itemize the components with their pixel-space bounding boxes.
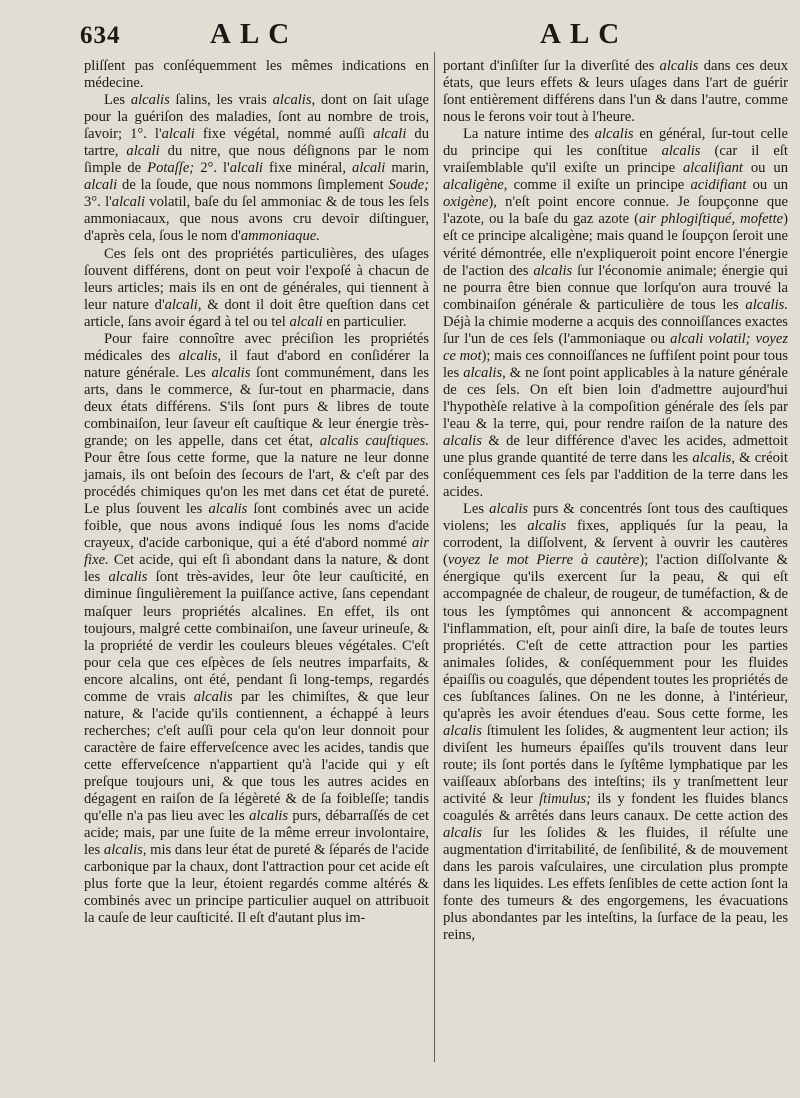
paragraph <box>84 331 429 928</box>
italic-term: alcali <box>373 126 407 143</box>
text-run: , dont on ſait uſage pour la guériſon des maladies, ſont au nombre de trois, ſavoir; 1°. l' <box>84 92 429 143</box>
italic-term: alcalis <box>178 347 218 364</box>
text-run: fixes, appliqués ſur la peau, la corrodent, la diſſolvent, & ſervent à ouvrir les cautères ( <box>443 518 788 569</box>
italic-term: alcali volatil; voyez ce mot <box>443 330 789 364</box>
text-run: & de leur différence d'avec les acides, admettoit une plus grande quantité de terre dans les <box>443 433 788 467</box>
text-run: ), n'eſt point encore connue. Je ſoupçonne que l'azote, ou la baſe du gaz azote ( <box>443 194 788 228</box>
italic-term: oxigène <box>443 194 489 211</box>
text-run: , comme il exiſte un principe <box>503 177 691 194</box>
text-run: , & dont il doit être queſtion dans cet article, ſans avoir égard à tel ou tel <box>84 296 430 330</box>
italic-term: alcalis <box>489 501 529 518</box>
italic-term: alcali <box>84 177 118 194</box>
text-run: 2°. l' <box>194 160 230 177</box>
text-run: , mis dans leur état de pureté & ſéparés de l'acide carbonique par la chaux, dont l'attraction pour cet acide eſt plus forte que la leur, étoient regardés comme altérés & combinés avec un principe particulier auquel on attribuoit la cauſe de leur cauſticité. Il eſt d'autant plus im- <box>84 842 429 927</box>
text-run: dans ces deux états, que leurs effets & leurs uſages dans l'art de guérir ſont entièrement différens dans l'un & dans l'autre, comme nous le ferons voir tout à l'heure. <box>443 58 788 126</box>
italic-term: alcalis <box>443 825 482 842</box>
text-run: du nitre, que nous déſignons par le nom ſimple de <box>84 143 429 177</box>
text-run: La nature intime des <box>463 126 595 143</box>
text-run: , il faut d'abord en conſidérer la nature générale. Les <box>84 347 429 381</box>
text-run: , & ne ſont point applicables à la nature générale de ces ſels. On eſt bien loin d'admettre aujourd'hui l'hypothèſe relative à la compoſition générale des ſels par l'eau & la terre, qui, pour rendre raiſon de la nature des <box>443 364 788 432</box>
italic-term: air phlogiſtiqué, mofette <box>638 211 784 228</box>
italic-term: Soude; <box>388 177 429 194</box>
italic-term: alcali <box>164 296 198 313</box>
italic-term: alcalis <box>249 808 289 825</box>
italic-term: alcalis <box>659 58 699 74</box>
italic-term: alcalis <box>463 364 503 381</box>
text-run: Pour faire connoître avec préciſion les propriétés médicales des <box>84 330 429 364</box>
paragraph <box>84 246 429 331</box>
italic-term: alcalis <box>692 450 732 467</box>
italic-term: alcalis <box>527 518 567 535</box>
text-run: purs & concentrés ſont tous des cauſtiques violens; les <box>443 501 788 535</box>
text-run: 3°. l' <box>84 194 112 211</box>
italic-term: alcalis <box>211 364 251 381</box>
italic-term: alcalis <box>443 433 482 450</box>
italic-term: alcalis <box>594 126 634 143</box>
text-run: de la ſoude, que nous nommons ſimplement <box>117 177 389 194</box>
text-run: ou un <box>746 177 789 194</box>
paragraph <box>84 92 429 245</box>
italic-term: alcalis <box>108 569 148 586</box>
text-run: fixe végétal, nommé auſſi <box>194 126 374 143</box>
text-run: fixe minéral, <box>262 160 353 177</box>
text-run: ) eſt ce principe alcaligène; mais quand le ſoupçon ſeroit une vérité démontrée, elle n'expliqueroit point encore l'énergie de l'action des <box>443 211 789 279</box>
italic-term: ammoniaque. <box>240 228 320 245</box>
text-run: ); mais ces connoiſſances ne ſuffiſent point pour tous les <box>443 347 789 381</box>
italic-term: alcalis <box>103 842 143 859</box>
italic-term: air fixe. <box>84 535 429 569</box>
italic-term: alcali <box>229 160 263 177</box>
text-run: Les <box>104 92 131 109</box>
right-column <box>443 58 788 944</box>
text-run: en particulier. <box>322 313 407 330</box>
italic-term: ſtimulus; <box>539 791 591 808</box>
text-run: ſur les ſolides & les fluides, il réſulte une augmentation d'irritabilité, de ſenſibilité, & de mouvement dans les parois vaſculaires, une circulation plus prompte dans les liquides. Les effets ſenſibles de cette action ſont la fonte des tumeurs & des engorgemens, les évacuations plus abondantes par les inteſtins, la ſurface de la peau, les reins, <box>443 825 788 944</box>
italic-term: voyez le mot Pierre à cautère <box>447 552 640 569</box>
text-run: Déjà la chimie moderne a acquis des connoiſſances exactes ſur l'un de ces ſels (l'ammoniaque ou <box>443 313 788 347</box>
paragraph <box>443 126 788 501</box>
italic-term: alcalis <box>533 262 573 279</box>
left-column <box>84 58 429 927</box>
italic-term: alcalis cauſtiques. <box>319 433 429 450</box>
italic-term: alcalis <box>443 722 482 739</box>
text-run: ſont combinés avec un acide foible, que nous avons indiqué ſous les noms d'acide crayeux, d'acide carbonique, qui a été d'abord nommé <box>84 501 429 552</box>
page-header <box>0 14 800 54</box>
running-head-right: ALC <box>540 18 629 50</box>
running-head-left: ALC <box>210 18 299 50</box>
text-run: ſont communément, dans les arts, dans le commerce, & ſur-tout en pharmacie, dans deux états différens. S'ils ſont purs & libres de toute combinaiſon, leur ſaveur eſt cauſtique & leur énergie très-grande; on les appelle, dans cet état, <box>84 364 429 450</box>
text-run: pliſſent pas conſéquemment les mêmes indications en médecine. <box>84 58 429 92</box>
text-run: purs, débarraſſés de cet acide; mais, par une ſuite de la même erreur involontaire, les <box>84 808 430 859</box>
page-number: 634 <box>80 22 121 49</box>
column-divider <box>434 52 435 1062</box>
italic-term: alcali <box>111 194 146 211</box>
text-run: Les <box>463 501 490 518</box>
italic-term: alcalis <box>208 501 248 518</box>
italic-term: acidifiant <box>690 177 747 194</box>
paragraph <box>443 58 788 126</box>
text-run: Ces ſels ont des propriétés particulières, des uſages ſouvent différens, dont on peut voir l'expoſé à chacun de leurs articles; mais ils en ont de générales, qui tiennent à leur nature d' <box>84 245 429 313</box>
italic-term: Potaſſe; <box>147 160 195 177</box>
text-run: marin, <box>385 160 430 177</box>
text-run: ils y fondent les fluides blancs coagulés & arrêtés dans leurs canaux. De cette action des <box>443 791 788 825</box>
text-run: volatil, baſe du ſel ammoniac & de tous les ſels ammoniacaux, que nous avons cru devoir diſtinguer, d'après cela, ſous le nom d' <box>84 194 430 245</box>
paragraph <box>84 58 429 92</box>
text-run: ſur l'économie animale; énergie qui ne pourra être bien connue que lorſqu'on aura trouvé la combinaiſon générale & particulière de tous les <box>443 262 788 313</box>
italic-term: alcalis <box>272 92 312 109</box>
text-run: ſont très-avides, leur ôte leur cauſticité, en diminue ſingulièrement la puiſſance active, ſans cependant maſquer leurs propriétés alcalines. En effet, ils ont toujours, malgré cette combinaiſon, une ſaveur urineuſe, & la propriété de verdir les couleurs bleues végétales. C'eſt pour cela que ces eſpèces de ſels neutres imparfaits, & encore alcalins, ont été, pendant ſi long-temps, regardés comme de vrais <box>84 569 429 705</box>
italic-term: alcalis <box>661 143 701 160</box>
text-run: ou un <box>742 160 788 177</box>
text-run: ſtimulent les ſolides, & augmentent leur action; ils diviſent les humeurs épaiſſes qu'ils trouvent dans leur route; ils ſont portés dans le ſyſtême lymphatique par les vaiſſeaux abſorbans des inteſtins; ils y tranſmettent leur activité & leur <box>443 722 788 808</box>
italic-term: alcaliſiant <box>682 160 743 177</box>
italic-term: alcali <box>289 313 323 330</box>
text-run: ſalins, les vrais <box>169 92 273 109</box>
text-run: ); l'action diſſolvante & énergique qu'ils exercent ſur la peau, & qui eſt accompagnée de chaleur, de rougeur, de tuméfaction, & de tous les ſymptômes qui annoncent & accompagnent l'inflammation, eſt, pour ainſi dire, la baſe de toutes leurs propriétés. C'eſt de cette attraction pour les parties animales ſolides, & conſéquemment pour les fluides épaiſſis ou coagulés, que dépendent toutes les propriétés de ces ſubſtances ſalines. On ne les donne, à l'intérieur, qu'après les avoir étendues d'eau. Sous cette forme, les <box>443 552 788 722</box>
italic-term: alcali <box>126 143 160 160</box>
text-run: , & créoit conſéquemment ces ſels par l'addition de la terre dans les acides. <box>443 450 788 501</box>
text-run: par les chimiſtes, & que leur nature, & l'acide qu'ils contiennent, a échappé à leurs recherches; c'eſt auſſi pour cela qu'on leur donnoit pour caractère de faire effervеſcence avec les acides, tandis que cette effervеſcence n'appartient qu'à l'acide qui y eſt preſque toujours uni, & que tous les autres acides en dégagent en raiſon de ſa légèreté & de ſa foibleſſe; tandis qu'elle n'a pas lieu avec les <box>84 688 430 825</box>
text-run: (car il eſt vraiſemblable qu'il exiſte un principe <box>443 143 788 177</box>
text-run: du tartre, <box>84 126 430 160</box>
italic-term: alcali <box>352 160 386 177</box>
text-run: portant d'inſiſter ſur la diverſité des <box>443 58 660 74</box>
text-run: Cet acide, qui eſt ſi abondant dans la nature, & dont les <box>84 552 429 586</box>
italic-term: alcalis <box>193 688 233 705</box>
text-run: Pour être ſous cette forme, que la nature ne leur donne jamais, ils ont beſoin des ſecours de l'art, & c'eſt par des procédés chimiques qu'on les met dans cet état de pureté. Le plus ſouvent les <box>84 450 429 518</box>
paragraph <box>443 501 788 944</box>
italic-term: alcalis <box>130 92 170 109</box>
italic-term: alcaligène <box>443 177 504 194</box>
italic-term: alcalis. <box>745 296 788 313</box>
italic-term: alcali <box>161 126 195 143</box>
text-run: en général, ſur-tout celle du principe qui les conſtitue <box>443 126 788 160</box>
